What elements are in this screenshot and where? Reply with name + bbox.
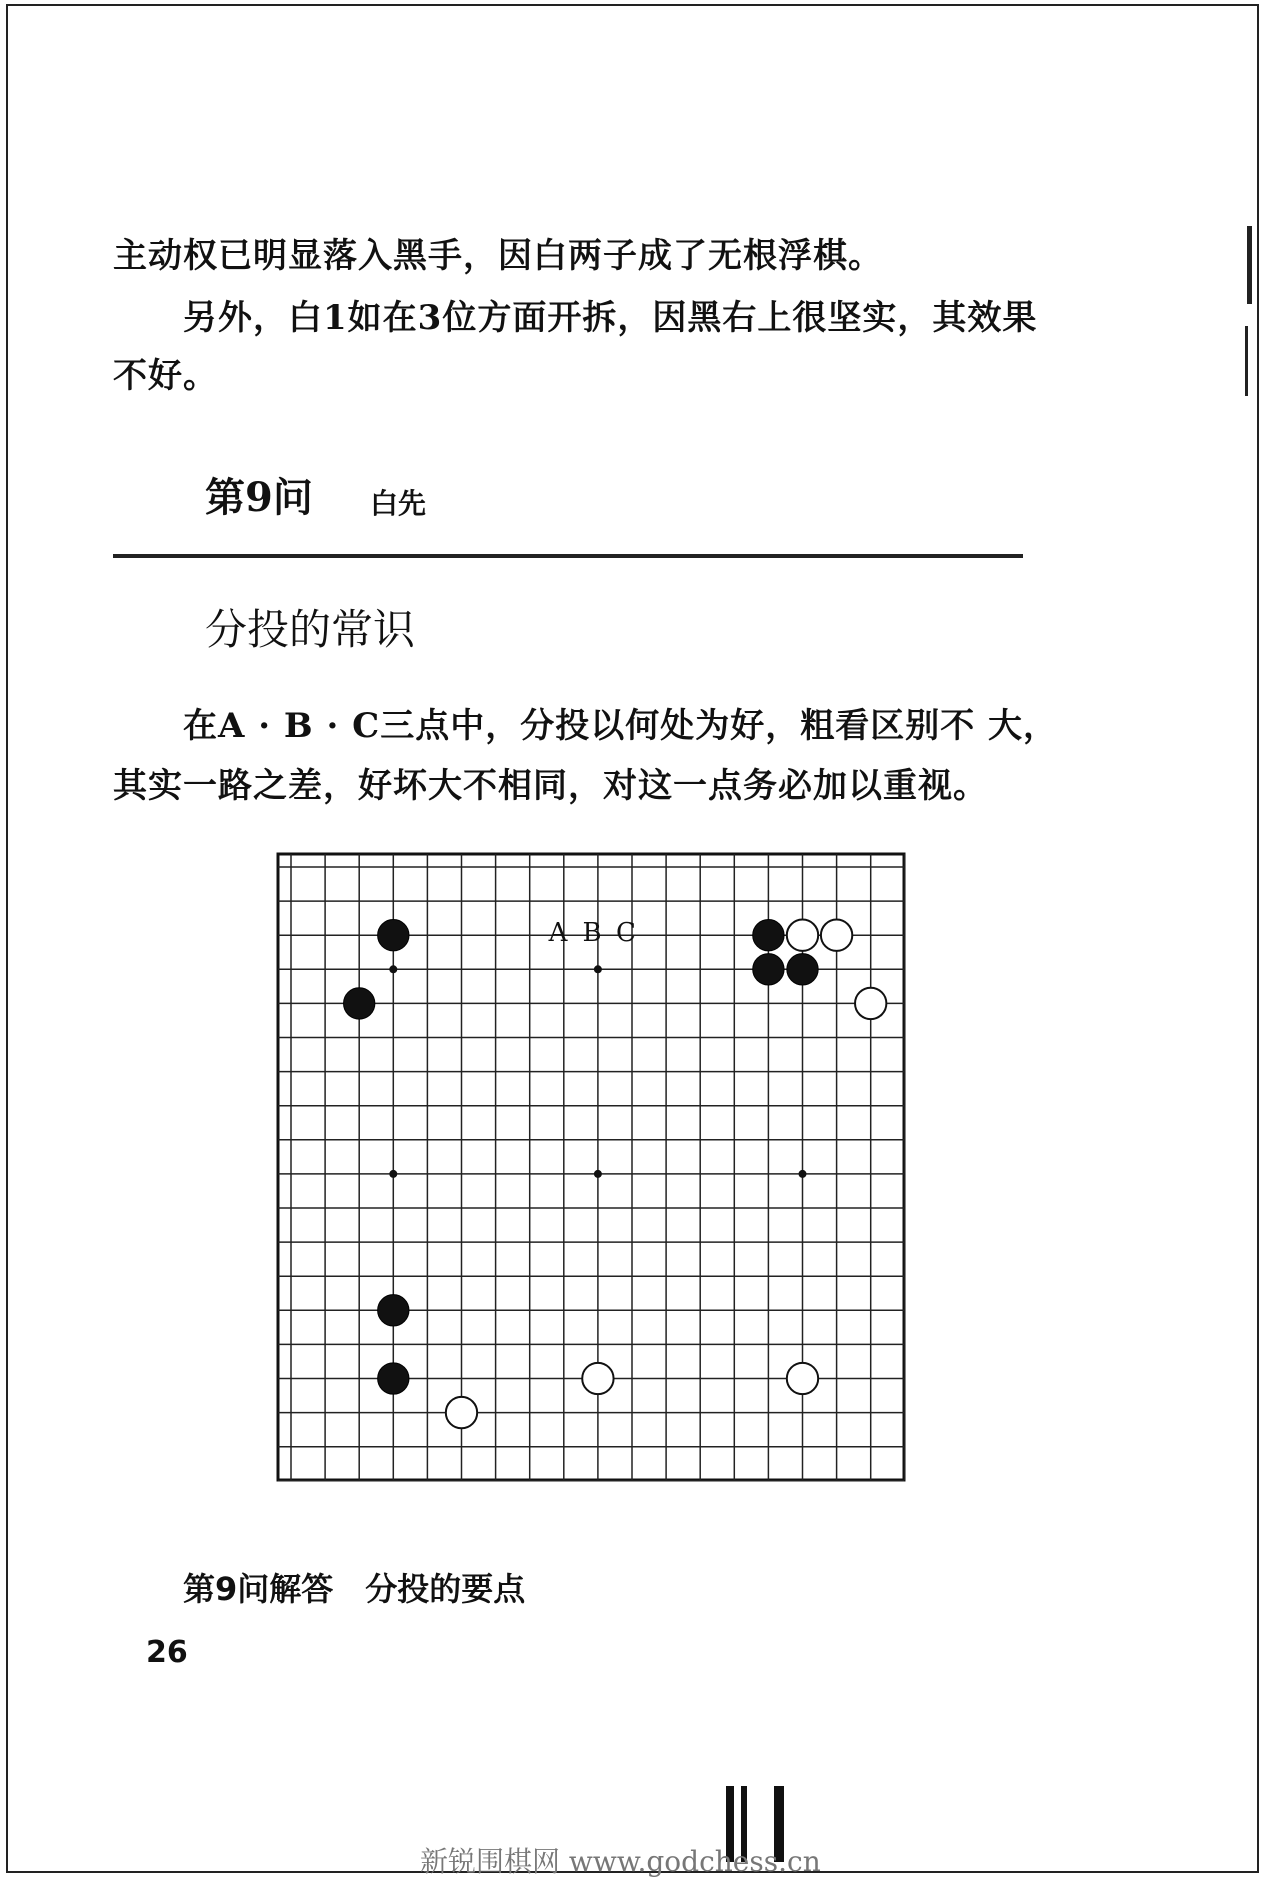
label-c: C bbox=[616, 918, 636, 948]
black-stone bbox=[753, 954, 784, 985]
black-stone bbox=[344, 988, 375, 1019]
footer-watermark: 新锐围棋网 www.godchess.cn bbox=[420, 1845, 821, 1878]
white-stone bbox=[821, 920, 852, 951]
margin-mark bbox=[1245, 326, 1248, 396]
problem-side: 白先 bbox=[370, 487, 427, 520]
black-stone bbox=[787, 954, 818, 985]
black-stone bbox=[378, 920, 409, 951]
white-stone bbox=[582, 1363, 613, 1394]
problem-title: 分投的常识 bbox=[205, 605, 416, 654]
black-stone bbox=[378, 1295, 409, 1326]
star-point bbox=[799, 1170, 807, 1178]
margin-mark bbox=[1247, 226, 1252, 304]
white-stone bbox=[446, 1397, 477, 1428]
go-board-diagram bbox=[276, 852, 906, 1482]
board-labels bbox=[548, 918, 636, 948]
white-stone bbox=[855, 988, 886, 1019]
paragraph-line-1: 主动权已明显落入黑手，因白两子成了无根浮棋。 bbox=[113, 236, 883, 276]
star-point bbox=[389, 1170, 397, 1178]
star-point bbox=[389, 965, 397, 973]
heading-rule bbox=[113, 554, 1023, 558]
problem-description-line-2: 其实一路之差，好坏大不相同，对这一点务必加以重视。 bbox=[113, 766, 988, 806]
white-stone bbox=[787, 920, 818, 951]
label-a: A bbox=[548, 918, 568, 948]
paragraph-line-3: 不好。 bbox=[113, 356, 218, 396]
answer-heading: 第9问解答 分投的要点 bbox=[183, 1570, 526, 1608]
black-stone bbox=[378, 1363, 409, 1394]
problem-number: 第9问 bbox=[205, 474, 313, 521]
star-point bbox=[594, 965, 602, 973]
star-point bbox=[594, 1170, 602, 1178]
paragraph-line-2: 另外，白1如在3位方面开拆，因黑右上很坚实，其效果 bbox=[183, 298, 1038, 338]
black-stone bbox=[753, 920, 784, 951]
page-number: 26 bbox=[146, 1635, 188, 1670]
white-stone bbox=[787, 1363, 818, 1394]
problem-description-line-1: 在A · B · C三点中，分投以何处为好，粗看区别不 大， bbox=[183, 706, 1059, 746]
label-b: B bbox=[582, 918, 602, 948]
